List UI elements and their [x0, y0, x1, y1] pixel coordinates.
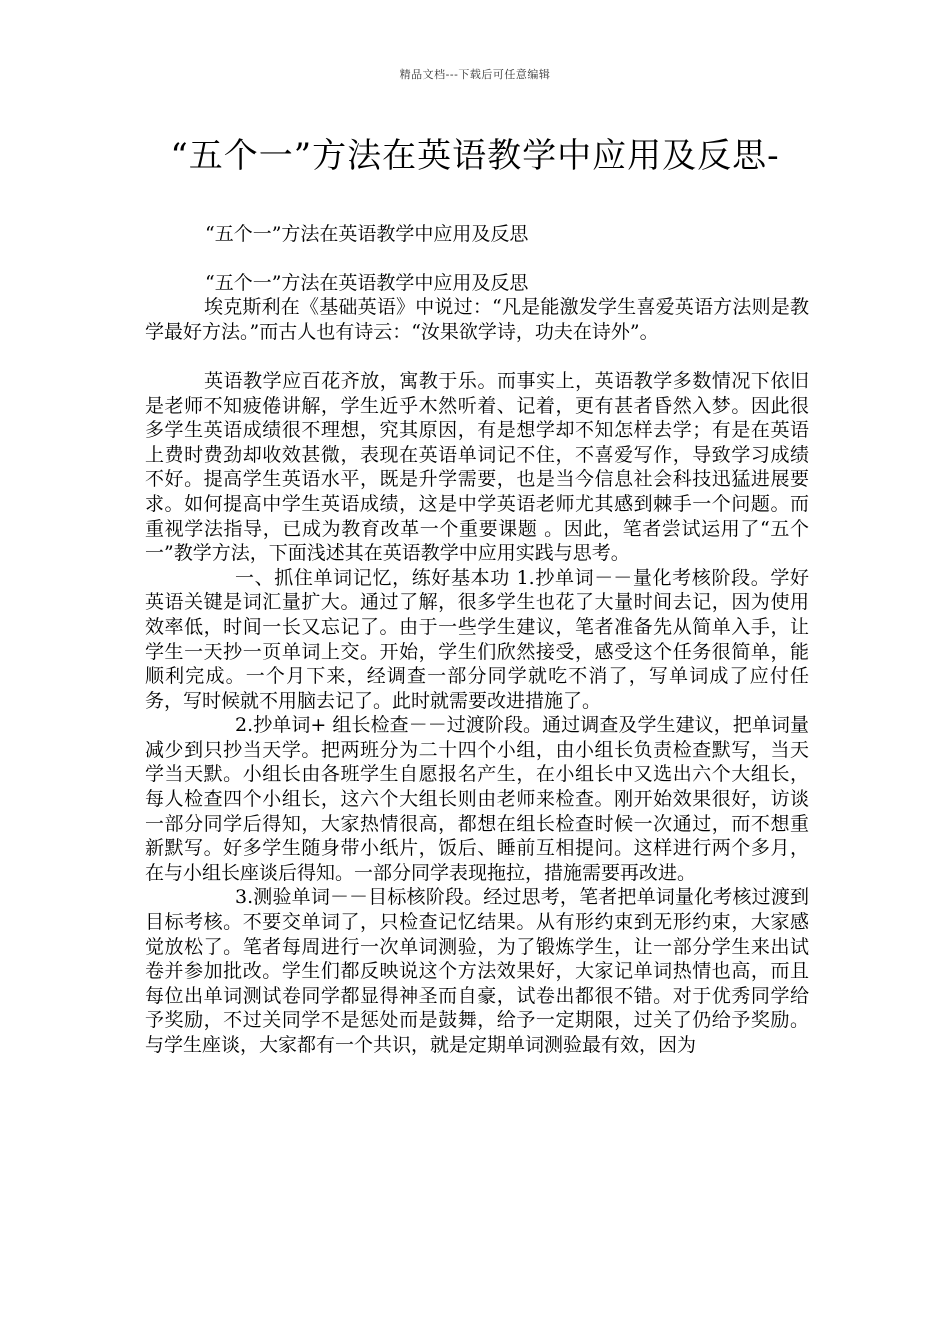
paragraph-background: 英语教学应百花齐放，寓教于乐。而事实上，英语教学多数情况下依旧是老师不知疲倦讲解，学生近乎木然听着、记着，更有甚者昏然入梦。因此很多学生英语成绩很不理想，究其原因，有是想学却不知怎样去学；有是在英语上费时费劲却收效甚微，表现在英语单词记不住，不喜爱写作，导致学习成绩不好。提高学生英语水平，既是升学需要，也是当今信息社会科技迅猛进展要求。如何提高中学生英语成绩，这是中学英语老师尤其感到棘手一个问题。而重视学法指导，已成为教育改革一个重要课题 。因此，笔者尝试运用了“五个一”教学方法，下面浅述其在英语教学中应用实践与思考。: [145, 369, 809, 565]
paragraph-step-three: 3.测验单词－－目标核阶段。经过思考，笔者把单词量化考核过渡到目标考核。不要交单词了，只检查记忆结果。从有形约束到无形约束，大家感觉放松了。笔者每周进行一次单词测验，为了锻炼学生，让一部分学生来出试卷并参加批改。学生们都反映说这个方法效果好，大家记单词热情也高，而且每位出单词测试卷同学都显得神圣而自豪，试卷出都很不错。对于优秀同学给予奖励，不过关同学不是惩处而是鼓舞，给予一定期限，过关了仍给予奖励。与学生座谈，大家都有一个共识，就是定期单词测验最有效，因为: [145, 886, 809, 1056]
document-subtitle-repeat: “五个一”方法在英语教学中应用及反思: [205, 271, 529, 294]
paragraph-gap: [145, 344, 809, 369]
paragraph-step-two: 2.抄单词+ 组长检查－－过渡阶段。通过调查及学生建议，把单词量减少到只抄当天学。把两班分为二十四个小组，由小组长负责检查默写，当天学当天默。小组长由各班学生自愿报名产生，在小组长中又选出六个大组长，每人检查四个小组长，这六个大组长则由老师来检查。刚开始效果很好，访谈一部分同学后得知，大家热情很高，都想在组长检查时候一次通过，而不想重新默写。好多学生随身带小纸片，饭后、睡前互相提问。这样进行两个多月，在与小组长座谈后得知。一部分同学表现拖拉，措施需要再改进。: [145, 714, 809, 884]
header-note: 精品文档---下载后可任意编辑: [399, 68, 551, 81]
document-title: “五个一”方法在英语教学中应用及反思-: [170, 136, 780, 176]
paragraph-section-one: 一、抓住单词记忆，练好基本功 1.抄单词－－量化考核阶段。学好英语关键是词汇量扩大。通过了解，很多学生也花了大量时间去记，因为使用效率低，时间一长又忘记了。由于一些学生建议，笔者准备先从简单入手，让学生一天抄一页单词上交。开始，学生们欣然接受，感受这个任务很简单，能顺利完成。一个月下来，经调查一部分同学就吃不消了，写单词成了应付任务，写时候就不用脑去记了。此时就需要改进措施了。: [145, 566, 809, 712]
document-subtitle: “五个一”方法在英语教学中应用及反思: [205, 223, 529, 245]
paragraph-intro: 埃克斯利在《基础英语》中说过：“凡是能激发学生喜爱英语方法则是教学最好方法。”而古人也有诗云：“汝果欲学诗，功夫在诗外”。: [145, 296, 809, 343]
document-body: [145, 222, 809, 1058]
